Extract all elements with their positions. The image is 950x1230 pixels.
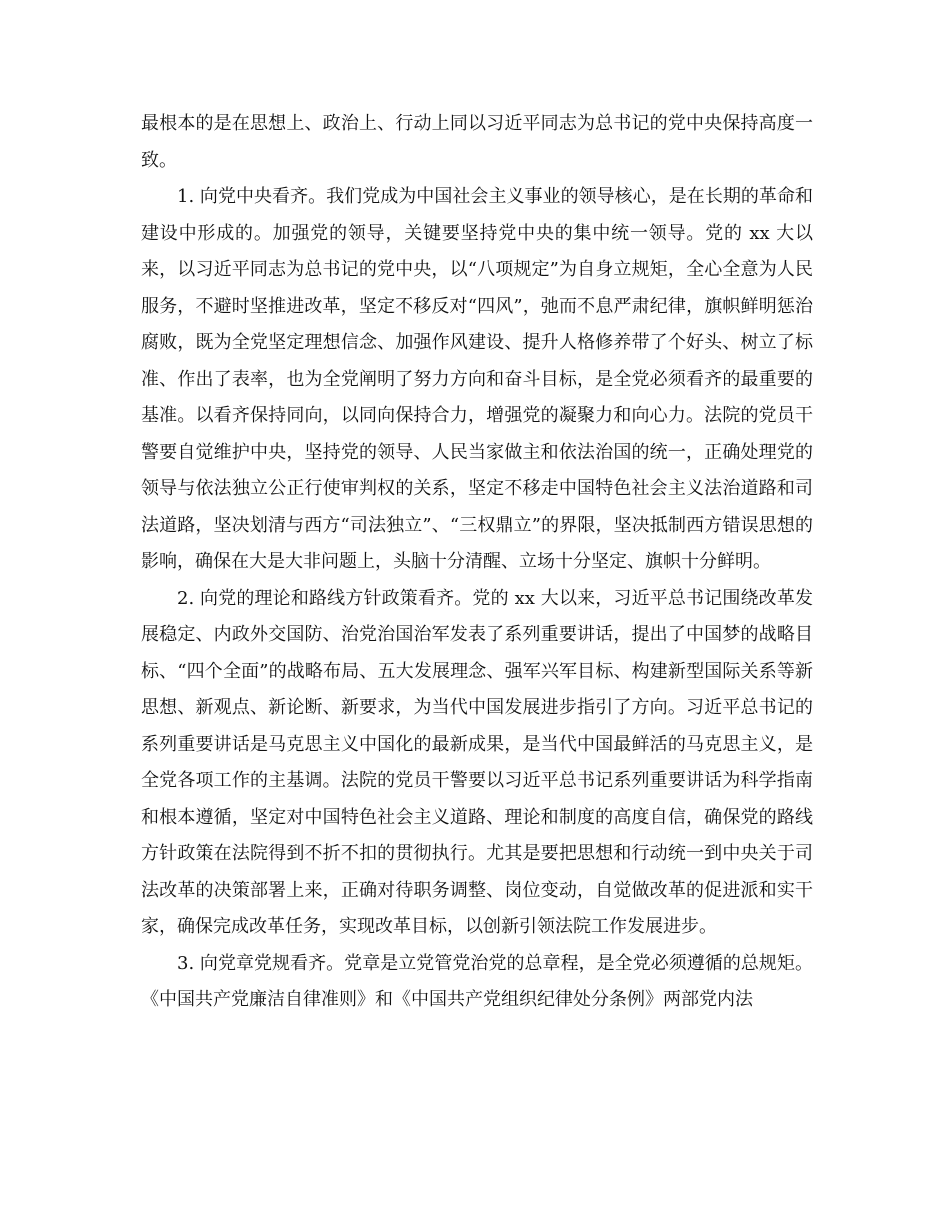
document-page [141,106,813,1019]
paragraph-section-3: 3. 向党章党规看齐。党章是立党管党治党的总章程，是全党必须遵循的总规矩。《中国共产党廉洁自律准则》和《中国共产党组织纪律处分条例》两部党内法 [141,952,813,1010]
paragraph-section-2: 2. 向党的理论和路线方针政策看齐。党的 xx 大以来，习近平总书记围绕改革发展稳定、内政外交国防、治党治国治军发表了系列重要讲话，提出了中国梦的战略目标、“四个全面”的战略布局、五大发展理念、强军兴军目标、构建新型国际关系等新思想、新观点、新论断、新要求，为当代中国发展进步指引了方向。习近平总书记的系列重要讲话是马克思主义中国化的最新成果，是当代中国最鲜活的马克思主义，是全党各项工作的主基调。法院的党员干警要以习近平总书记系列重要讲话为科学指南和根本遵循，坚定对中国特色社会主义道路、理论和制度的高度自信，确保党的路线方针政策在法院得到不折不扣的贯彻执行。尤其是要把思想和行动统一到中央关于司法改革的决策部署上来，正确对待职务调整、岗位变动，自觉做改革的促进派和实干家，确保完成改革任务，实现改革目标，以创新引领法院工作发展进步。 [141,587,813,937]
paragraph-intro: 最根本的是在思想上、政治上、行动上同以习近平同志为总书记的党中央保持高度一致。 [141,113,813,171]
paragraph-section-1: 1. 向党中央看齐。我们党成为中国社会主义事业的领导核心，是在长期的革命和建设中形成的。加强党的领导，关键要坚持党中央的集中统一领导。党的 xx 大以来，以习近平同志为总书记的党中央，以“八项规定”为自身立规矩，全心全意为人民服务，不避时坚推进改革，坚定不移反对“四风”，弛而不息严肃纪律，旗帜鲜明惩治腐败，既为全党坚定理想信念、加强作风建设、提升人格修养带了个好头、树立了标准、作出了表率，也为全党阐明了努力方向和奋斗目标，是全党必须看齐的最重要的基准。以看齐保持同向，以同向保持合力，增强党的凝聚力和向心力。法院的党员干警要自觉维护中央，坚持党的领导、人民当家做主和依法治国的统一，正确处理党的领导与依法独立公正行使审判权的关系，坚定不移走中国特色社会主义法治道路和司法道路，坚决划清与西方“司法独立”、“三权鼎立”的界限，坚决抵制西方错误思想的影响，确保在大是大非问题上，头脑十分清醒、立场十分坚定、旗帜十分鲜明。 [141,186,813,572]
